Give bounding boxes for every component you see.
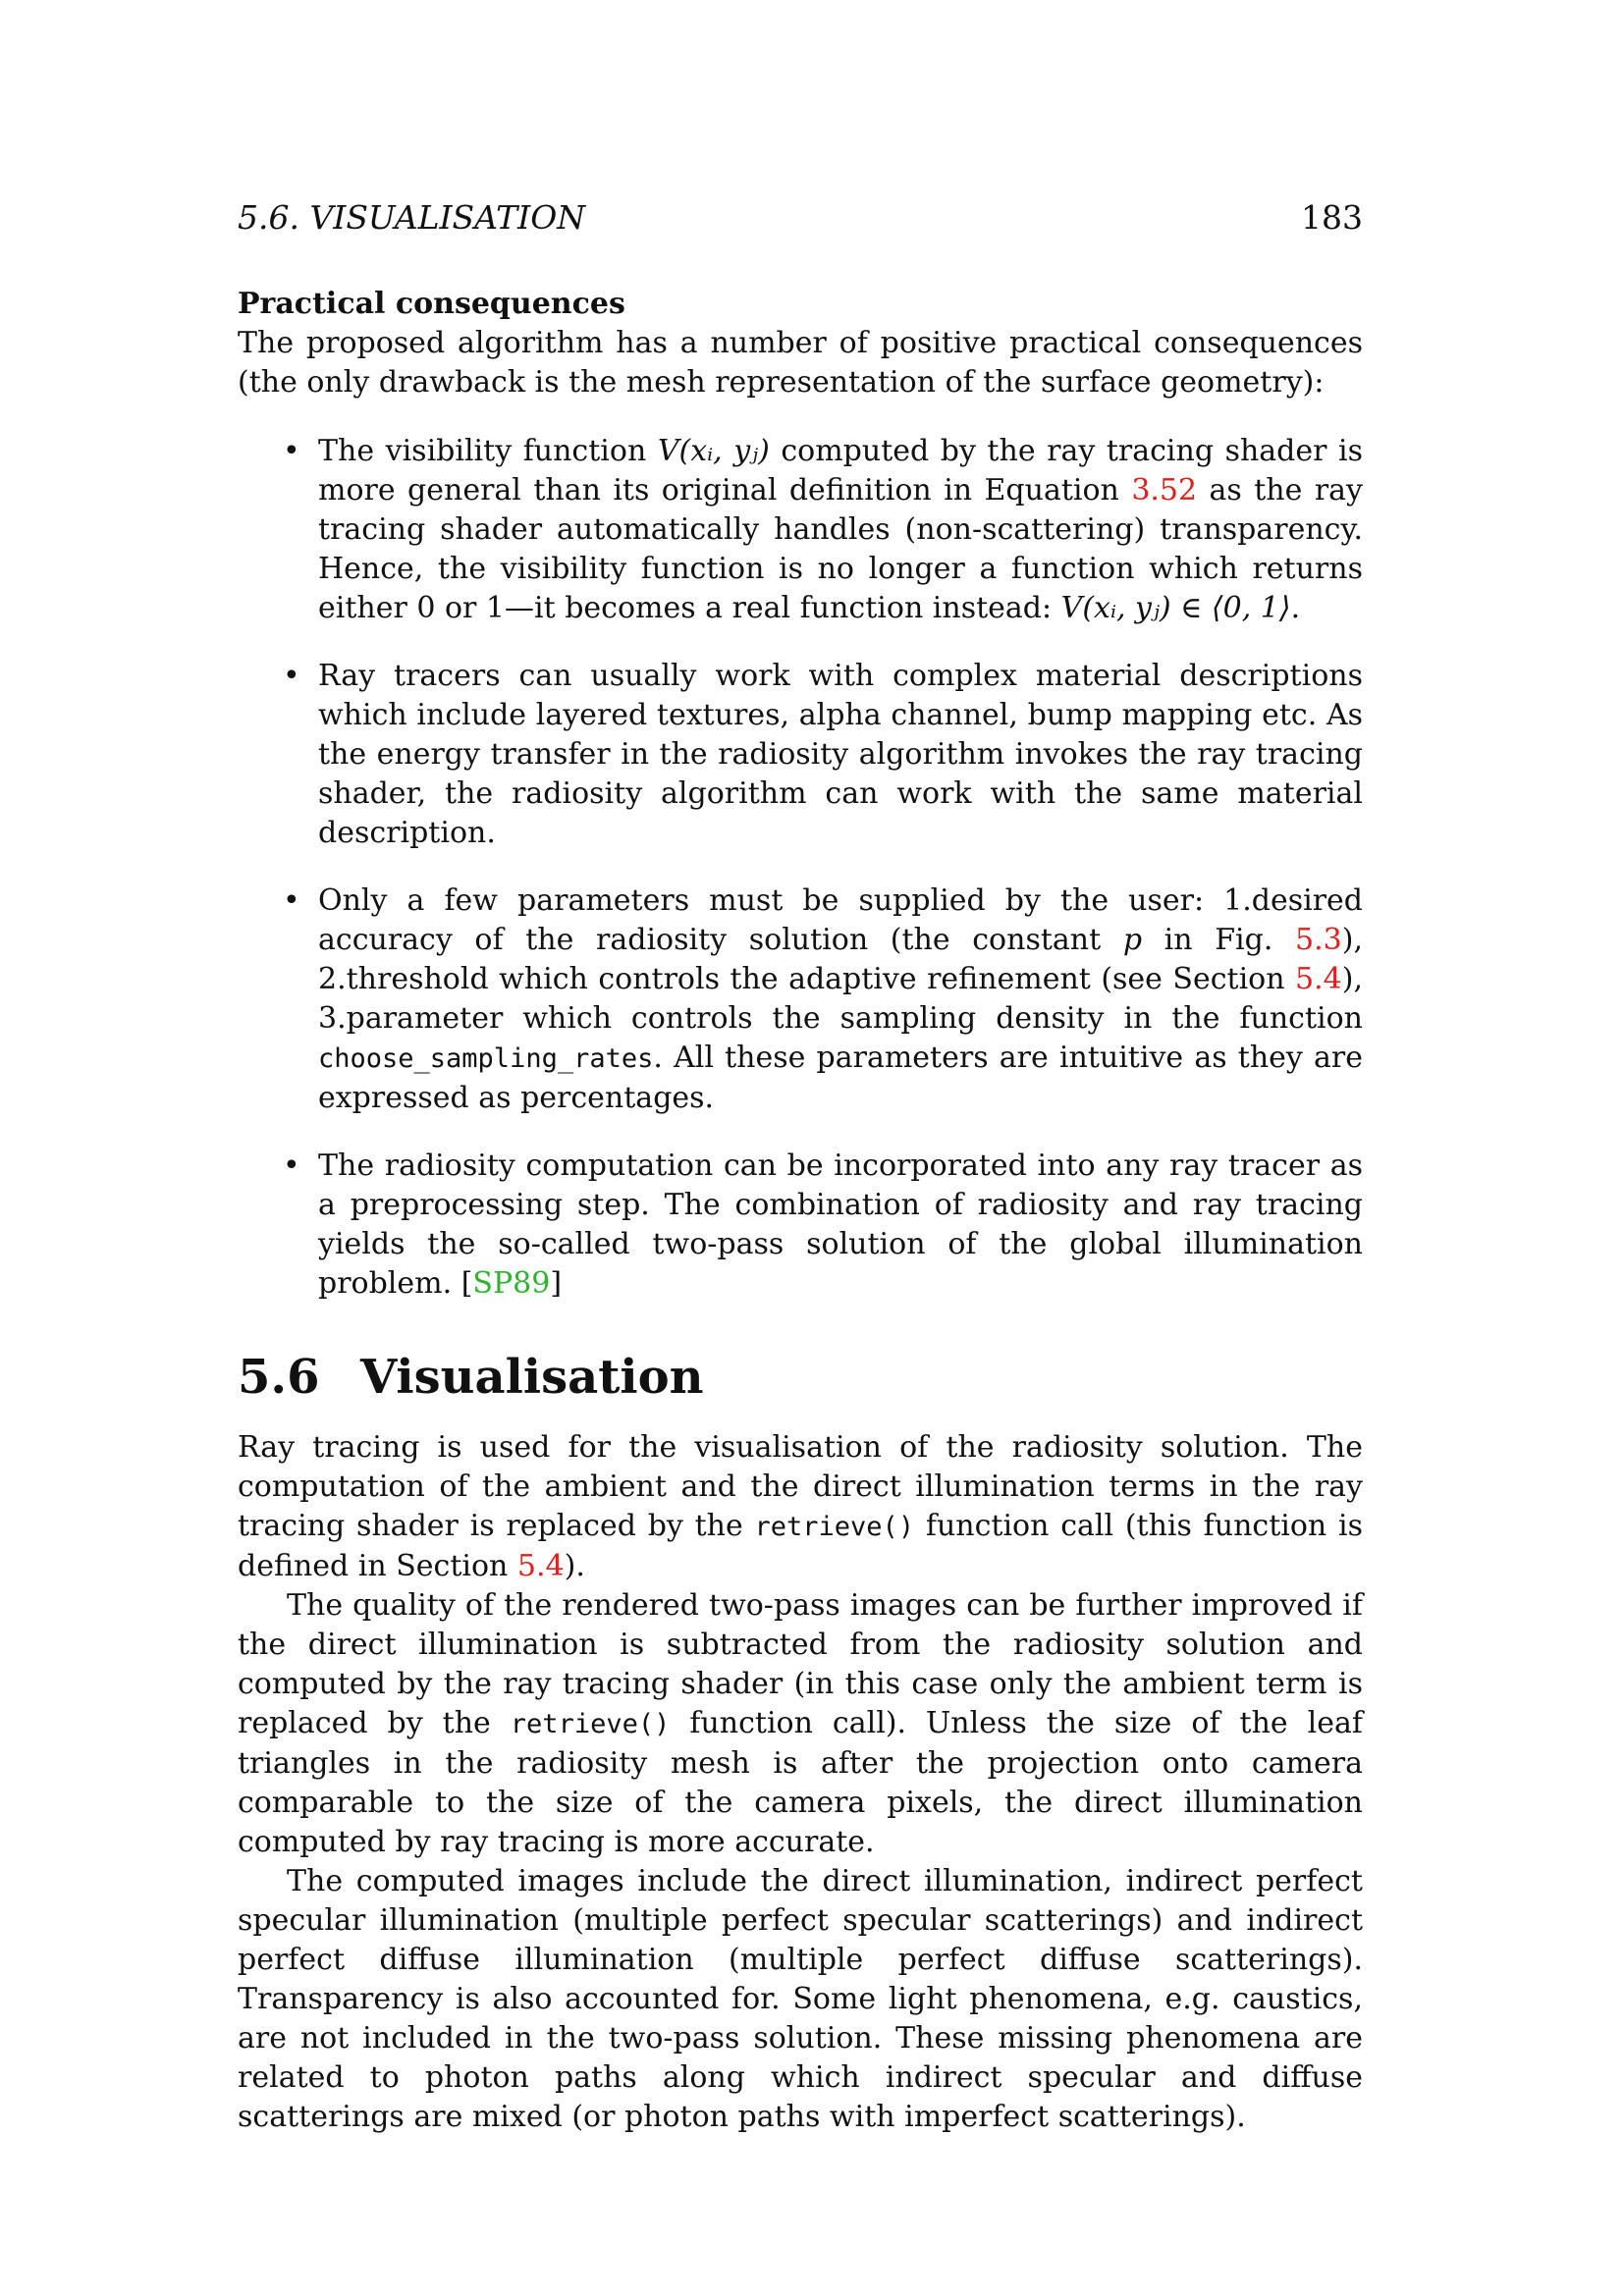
visibility-range-math: V(xᵢ, yⱼ) ∈ ⟨0, 1⟩: [1060, 591, 1291, 625]
figure-ref-link[interactable]: 5.3: [1295, 923, 1342, 957]
retrieve-code: retrieve(): [510, 1709, 671, 1739]
practical-consequences-heading: Practical consequences: [238, 287, 625, 321]
list-item: • The radiosity computation can be incorporated into any ray tracer as a preprocessing step. The combination of radiosity and ray tracing yields the so-called two-pass solution of the global illumination problem. [SP89]: [283, 1148, 1363, 1301]
visibility-function-math: V(xᵢ, yⱼ): [657, 434, 770, 468]
section-number: 5.6: [238, 1350, 320, 1405]
visualisation-paragraph-2: The quality of the rendered two-pass images can be further improved if the direct illumination is subtracted from the radiosity solution and computed by the ray tracing shader (in this case only the ambient term is replaced by the retrieve() function call). Unless the size of the leaf triangles in the radiosity mesh is after the projection onto camera comparable to the size of the camera pixels, the direct illumination computed by ray tracing is more accurate.: [238, 1588, 1364, 1859]
list-item: • Only a few parameters must be supplied by the user: 1.desired accuracy of the radiosity solution (the constant p in Fig. 5.3), 2.threshold which controls the adaptive refinement (see Section 5.4), 3.parameter which controls the sampling density in the function choose_sampling_rates. All these parameters are intuitive as they are expressed as percentages.: [283, 883, 1363, 1115]
list-item: • Ray tracers can usually work with complex material descriptions which include layered textures, alpha channel, bump mapping etc. As the energy transfer in the radiosity algorithm invokes the ray tracing shader, the radiosity algorithm can work with the same material description.: [283, 659, 1363, 850]
page-number: 183: [1301, 198, 1363, 237]
running-title: 5.6. VISUALISATION: [238, 198, 586, 237]
visualisation-paragraph-3: The computed images include the direct illumination, indirect perfect specular illumination (multiple perfect specular scatterings) and indirect perfect diffuse illumination (multiple perfect diffuse scatterings). Transparency is also accounted for. Some light phenomena, e.g. caustics, are not included in the two-pass solution. These missing phenomena are related to photon paths along which indirect specular and diffuse scatterings are mixed (or photon paths with imperfect scatterings).: [238, 1864, 1363, 2134]
bullet-icon: •: [283, 883, 300, 918]
bullet-icon: •: [283, 659, 300, 693]
practical-intro-paragraph: The proposed algorithm has a number of positive practical consequences (the only drawback is the mesh representation of the surface geometry):: [238, 326, 1363, 400]
page-body: [238, 285, 1363, 2137]
list-item: • The visibility function V(xᵢ, yⱼ) computed by the ray tracing shader is more general than its original definition in Equation 3.52 as the ray tracing shader automatically handles (non-scattering) transparency. Hence, the visibility function is no longer a function which returns either 0 or 1—it becomes a real function instead: V(xᵢ, yⱼ) ∈ ⟨0, 1⟩.: [283, 434, 1363, 625]
consequences-list: [238, 432, 1363, 1304]
citation-link[interactable]: SP89: [472, 1266, 551, 1301]
equation-ref-link[interactable]: 3.52: [1131, 473, 1198, 507]
section-ref-link[interactable]: 5.4: [1295, 962, 1342, 996]
section-heading: [238, 1348, 1363, 1407]
bullet-icon: •: [283, 1148, 300, 1183]
section-ref-link[interactable]: 5.4: [516, 1549, 565, 1583]
constant-p-math: p: [1122, 923, 1143, 957]
function-name-code: choose_sampling_rates: [318, 1043, 654, 1074]
visualisation-paragraph-1: Ray tracing is used for the visualisation of the radiosity solution. The computation of the ambient and the direct illumination terms in the ray tracing shader is replaced by the retrieve() function call (this function is defined in Section 5.4).: [238, 1430, 1364, 1583]
retrieve-code: retrieve(): [754, 1512, 915, 1542]
running-header: [238, 198, 1363, 238]
bullet-icon: •: [283, 434, 300, 468]
section-title: Visualisation: [360, 1350, 704, 1405]
